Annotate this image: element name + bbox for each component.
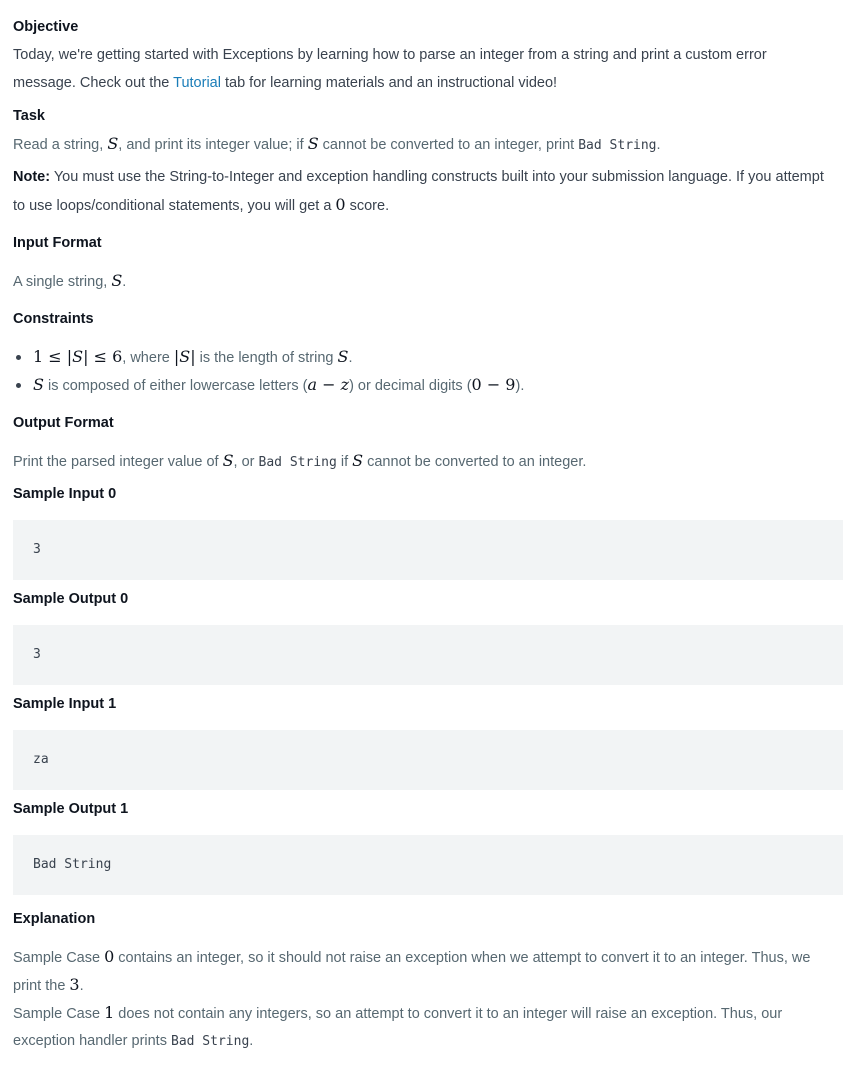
bad-string-code: Bad String bbox=[578, 138, 657, 153]
sample-input-0-heading: Sample Input 0 bbox=[13, 486, 117, 502]
sample-output-1-block: Bad String bbox=[13, 835, 843, 895]
note-line-1: Note: You must use the String-to-Integer and exception handling constructs built into your submission language. If you attempt bbox=[13, 169, 824, 185]
sample-output-1-heading: Sample Output 1 bbox=[13, 801, 129, 817]
sample-output-0-block: 3 bbox=[13, 625, 843, 685]
bullet-icon bbox=[16, 355, 21, 360]
output-format-text: Print the parsed integer value of S, or Bad String if S cannot be converted to an integer. bbox=[13, 451, 587, 470]
explanation-case-1-line-2: exception handler prints Bad String. bbox=[13, 1033, 254, 1049]
constraint-charset: S is composed of either lowercase letters (a − z) or decimal digits (0 − 9). bbox=[33, 375, 525, 394]
explanation-case-0-line-2: print the 3. bbox=[13, 975, 84, 994]
explanation-case-1-line-1: Sample Case 1 does not contain any integers, so an attempt to convert it to an integer will raise an exception. Thus, our bbox=[13, 1003, 783, 1022]
tutorial-link[interactable]: Tutorial bbox=[173, 75, 221, 91]
sample-output-0-heading: Sample Output 0 bbox=[13, 591, 129, 607]
explanation-heading: Explanation bbox=[13, 911, 96, 927]
objective-line-2: message. Check out the Tutorial tab for learning materials and an instructional video! bbox=[13, 75, 558, 91]
task-heading: Task bbox=[13, 108, 45, 124]
objective-heading: Objective bbox=[13, 19, 79, 35]
output-format-heading: Output Format bbox=[13, 415, 114, 431]
task-text: Read a string, S, and print its integer value; if S cannot be converted to an integer, print Bad String. bbox=[13, 134, 661, 153]
constraints-heading: Constraints bbox=[13, 311, 94, 327]
input-format-text: A single string, S. bbox=[13, 271, 127, 290]
constraint-length: 1 ≤ |S| ≤ 6, where |S| is the length of string S. bbox=[33, 347, 353, 366]
bullet-icon bbox=[16, 383, 21, 388]
note-label: Note: bbox=[13, 169, 51, 185]
explanation-case-0-line-1: Sample Case 0 contains an integer, so it should not raise an exception when we attempt to convert it to an integer. Thus, we bbox=[13, 947, 811, 966]
note-line-2: to use loops/conditional statements, you will get a 0 score. bbox=[13, 195, 390, 214]
sample-input-1-heading: Sample Input 1 bbox=[13, 696, 117, 712]
input-format-heading: Input Format bbox=[13, 235, 102, 251]
sample-input-0-block: 3 bbox=[13, 520, 843, 580]
objective-line-1: Today, we're getting started with Exceptions by learning how to parse an integer from a string and print a custom error bbox=[13, 47, 767, 63]
sample-input-1-block: za bbox=[13, 730, 843, 790]
